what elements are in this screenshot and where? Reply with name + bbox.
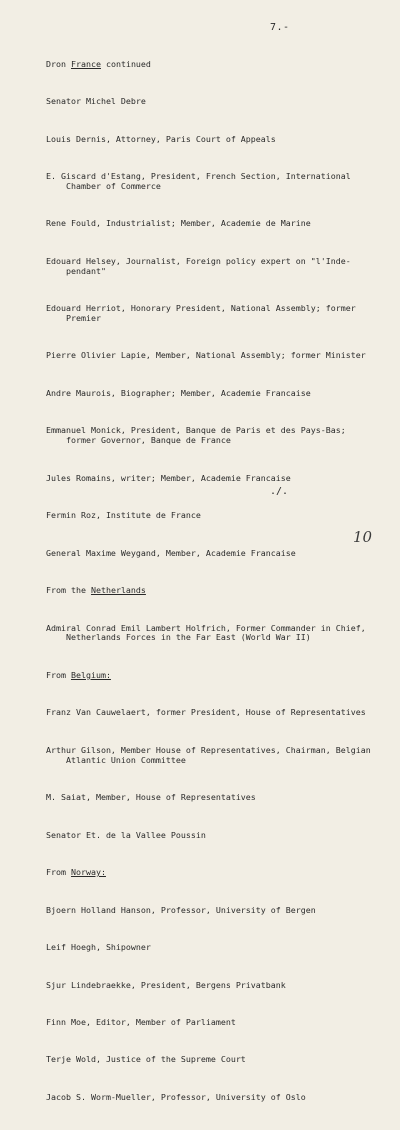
list-item: Fermin Roz, Institute de France <box>46 510 201 521</box>
list-item: Emmanuel Monick, President, Banque de Paris et des Pays-Bas; former Governor, Banque de France <box>46 425 346 446</box>
list-item: E. Giscard d'Estang, President, French Section, International Chamber of Commerce <box>46 171 351 191</box>
list-item: Terje Wold, Justice of the Supreme Court <box>46 1054 246 1065</box>
list-item: Arthur Gilson, Member House of Representatives, Chairman, Belgian Atlantic Union Committee <box>46 744 371 765</box>
list-item: Admiral Conrad Emil Lambert Holfrich, Former Commander in Chief, Netherlands Forces in the Far East (World War II) <box>46 622 366 643</box>
list-item: Pierre Olivier Lapie, Member, National Assembly; former Minister <box>46 350 366 361</box>
list-item: Edouard Helsey, Journalist, Foreign policy expert on "l'Inde- pendant" <box>46 255 351 276</box>
list-item: Louis Dernis, Attorney, Paris Court of Appeals <box>46 133 276 144</box>
list-item: Finn Moe, Editor, Member of Parliament <box>46 1017 236 1027</box>
list-item: Sjur Lindebraekke, President, Bergens Privatbank <box>46 979 286 990</box>
name-list <box>46 40 392 1130</box>
list-item: General Maxime Weygand, Member, Academie Francaise <box>46 547 296 558</box>
list-item: M. Saiat, Member, House of Representatives <box>46 792 256 803</box>
list-item: Andre Maurois, Biographer; Member, Academie Francaise <box>46 387 311 398</box>
page-number: 7.- <box>270 22 290 33</box>
section-heading-belgium: From Belgium: <box>46 669 111 680</box>
list-item: Senator Michel Debre <box>46 96 146 107</box>
list-item: Leif Hoegh, Shipowner <box>46 942 151 953</box>
list-item: Bjoern Holland Hanson, Professor, University of Bergen <box>46 904 316 915</box>
list-item: Jules Romains, writer; Member, Academie Francaise <box>46 472 291 483</box>
section-heading-france: Dron France continued <box>46 58 151 69</box>
list-item: Rene Fould, Industrialist; Member, Academie de Marine <box>46 218 311 229</box>
section-heading-netherlands: From the Netherlands <box>46 585 146 596</box>
list-item: Senator Et. de la Vallee Poussin <box>46 829 206 840</box>
section-heading-norway: From Norway: <box>46 867 106 878</box>
list-item: Franz Van Cauwelaert, former President, House of Representatives <box>46 707 366 718</box>
continuation-mark: ./. <box>270 486 289 497</box>
handwritten-page-number: 10 <box>353 528 373 546</box>
list-item: Edouard Herriot, Honorary President, National Assembly; former Premier <box>46 303 356 323</box>
list-item: Jacob S. Worm-Mueller, Professor, University of Oslo <box>46 1091 306 1102</box>
